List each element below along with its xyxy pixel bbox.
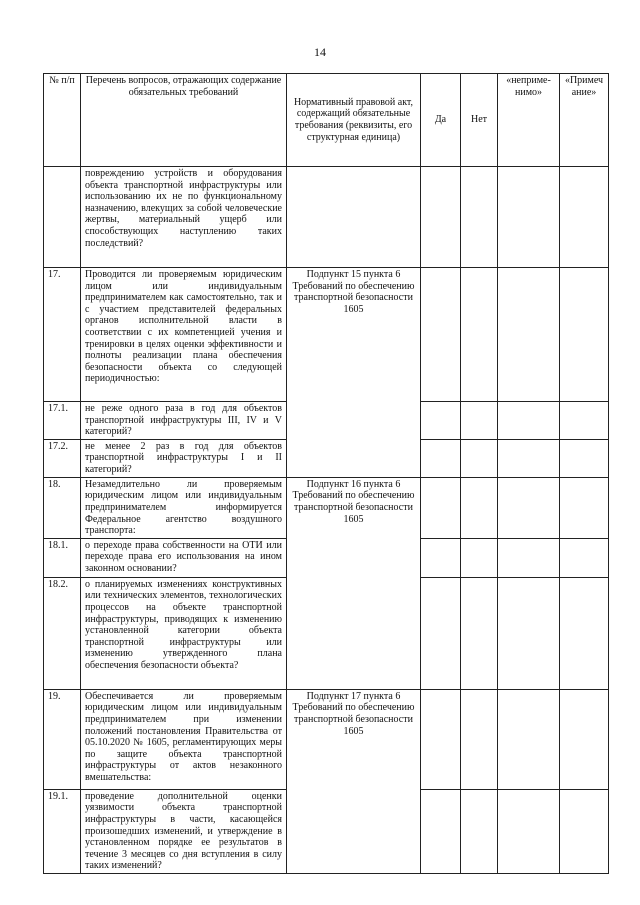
row-question: повреждению устройств и оборудования объекта транспортной инфраструктуры или использованию их не по функциональному назначению, влекущих за собой человеческие жертвы, материальный ущерб или способствующих наступлению таких последствий? [81,167,287,268]
answer-not-applicable-cell[interactable] [498,538,560,577]
answer-yes-cell[interactable] [421,167,461,268]
header-no: Нет [461,74,498,167]
answer-yes-cell[interactable] [421,402,461,440]
answer-not-applicable-cell[interactable] [498,689,560,789]
answer-yes-cell[interactable] [421,439,461,477]
note-cell[interactable] [560,477,609,538]
answer-no-cell[interactable] [461,268,498,402]
table-row [44,689,609,789]
answer-no-cell[interactable] [461,577,498,689]
answer-yes-cell[interactable] [421,577,461,689]
note-cell[interactable] [560,268,609,402]
answer-not-applicable-cell[interactable] [498,577,560,689]
checklist-table [43,73,609,874]
legal-act-cell: Подпункт 15 пункта 6 Требований по обеспечению транспортной безопасности 1605 [287,268,421,478]
row-number: 17.1. [44,402,81,440]
row-number [44,167,81,268]
table-row [44,477,609,538]
note-cell[interactable] [560,789,609,873]
row-number: 18.1. [44,538,81,577]
answer-no-cell[interactable] [461,789,498,873]
row-number: 19. [44,689,81,789]
answer-not-applicable-cell[interactable] [498,402,560,440]
answer-yes-cell[interactable] [421,789,461,873]
table-header-row [44,74,609,167]
note-cell[interactable] [560,167,609,268]
row-question: не реже одного раза в год для объектов транспортной инфраструктуры III, IV и V категорий? [81,402,287,440]
answer-not-applicable-cell[interactable] [498,268,560,402]
row-number: 18.2. [44,577,81,689]
answer-no-cell[interactable] [461,689,498,789]
note-cell[interactable] [560,577,609,689]
header-legal-act: Нормативный правовой акт, содержащий обязательные требования (реквизиты, его структурная единица) [287,74,421,167]
row-question: Обеспечивается ли проверяемым юридическим лицом или индивидуальным предпринимателем при изменении положений постановления Правительства от 05.10.2020 № 1605, регламентирующих меры по защите объекта транспортной инфраструктуры от актов незаконного вмешательства: [81,689,287,789]
row-question: о переходе права собственности на ОТИ или переходе права его использования на ином законном основании? [81,538,287,577]
answer-not-applicable-cell[interactable] [498,439,560,477]
table-row [44,167,609,268]
header-question: Перечень вопросов, отражающих содержание обязательных требований [81,74,287,167]
row-number: 18. [44,477,81,538]
row-number: 19.1. [44,789,81,873]
answer-yes-cell[interactable] [421,477,461,538]
legal-act-cell: Подпункт 17 пункта 6 Требований по обеспечению транспортной безопасности 1605 [287,689,421,873]
note-cell[interactable] [560,402,609,440]
row-question: проведение дополнительной оценки уязвимости объекта транспортной инфраструктуры в части, касающейся произошедших изменений, и утверждение в установленном порядке ее результатов в течение 3 месяцев со дня вступления в силу таких изменений? [81,789,287,873]
header-not-applicable: «непримe-нимо» [498,74,560,167]
note-cell[interactable] [560,689,609,789]
table-row [44,268,609,402]
answer-no-cell[interactable] [461,439,498,477]
answer-yes-cell[interactable] [421,689,461,789]
answer-not-applicable-cell[interactable] [498,477,560,538]
header-note: «Примеч ание» [560,74,609,167]
note-cell[interactable] [560,439,609,477]
row-question: не менее 2 раз в год для объектов транспортной инфраструктуры I и II категорий? [81,439,287,477]
answer-not-applicable-cell[interactable] [498,167,560,268]
row-question: Незамедлительно ли проверяемым юридическим лицом или индивидуальным предпринимателем информируется Федеральное агентство воздушного транспорта: [81,477,287,538]
page-number: 14 [314,45,326,59]
header-number: № п/п [44,74,81,167]
note-cell[interactable] [560,538,609,577]
answer-no-cell[interactable] [461,167,498,268]
row-number: 17. [44,268,81,402]
answer-no-cell[interactable] [461,402,498,440]
answer-yes-cell[interactable] [421,268,461,402]
row-number: 17.2. [44,439,81,477]
legal-act-cell [287,167,421,268]
legal-act-cell: Подпункт 16 пункта 6 Требований по обеспечению транспортной безопасности 1605 [287,477,421,689]
answer-no-cell[interactable] [461,477,498,538]
answer-yes-cell[interactable] [421,538,461,577]
row-question: о планируемых изменениях конструктивных или технических элементов, технологических процессов на объекте транспортной инфраструктуры, приводящих к изменению установленной категории объекта транспортной инфраструктуры или изменению утвержденного плана обеспечения безопасности объекта? [81,577,287,689]
answer-not-applicable-cell[interactable] [498,789,560,873]
header-yes: Да [421,74,461,167]
answer-no-cell[interactable] [461,538,498,577]
row-question: Проводится ли проверяемым юридическим лицом или индивидуальным предпринимателем как самостоятельно, так и с участием представителей федеральных органов исполнительной власти в соответствии с их компетенцией учения и тренировки в целях оценки эффективности и полноты реализации плана обеспечения безопасности объекта со следующей периодичностью: [81,268,287,402]
